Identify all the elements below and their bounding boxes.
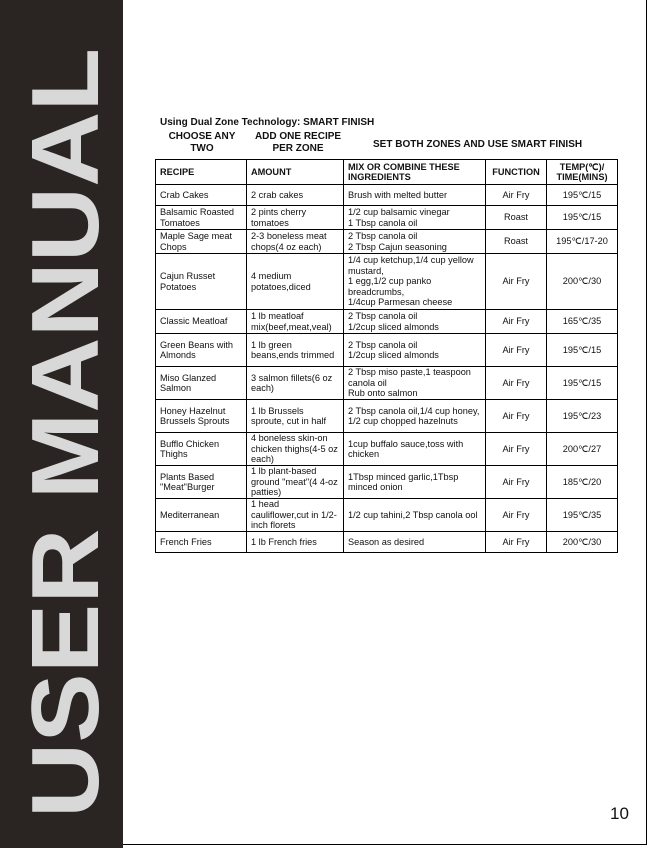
cell-ingredients: 1/4 cup ketchup,1/4 cup yellow mustard, 1 egg,1/2 cup panko breadcrumbs, 1/4cup Parmesan cheese	[344, 254, 486, 310]
cell-recipe: Miso Glanzed Salmon	[156, 367, 247, 400]
cell-ingredients: 2 Tbsp canola oil 2 Tbsp Cajun seasoning	[344, 230, 486, 254]
heading-choose: CHOOSE ANY TWO	[168, 131, 236, 154]
header-function: FUNCTION	[486, 160, 547, 185]
cell-amount: 4 medium potatoes,diced	[247, 254, 344, 310]
cell-recipe: Green Beans with Almonds	[156, 334, 247, 367]
cell-recipe: Balsamic Roasted Tomatoes	[156, 206, 247, 230]
cell-recipe: Cajun Russet Potatoes	[156, 254, 247, 310]
cell-function: Air Fry	[486, 499, 547, 532]
table-row	[156, 367, 618, 400]
cell-function: Air Fry	[486, 433, 547, 466]
cell-temp-time: 195℃/35	[547, 499, 618, 532]
cell-function: Air Fry	[486, 532, 547, 553]
cell-recipe: Mediterranean	[156, 499, 247, 532]
cell-amount: 1 lb green beans,ends trimmed	[247, 334, 344, 367]
table-row	[156, 466, 618, 499]
cell-amount: 1 lb meatloaf mix(beef,meat,veal)	[247, 310, 344, 334]
table-row	[156, 334, 618, 367]
cell-ingredients: 2 Tbsp canola oil 1/2cup sliced almonds	[344, 334, 486, 367]
cell-temp-time: 200℃/30	[547, 532, 618, 553]
cell-amount: 3 salmon fillets(6 oz each)	[247, 367, 344, 400]
side-banner-graphic	[0, 0, 123, 848]
side-banner	[0, 0, 123, 848]
cell-temp-time: 195℃/17-20	[547, 230, 618, 254]
cell-recipe: Crab Cakes	[156, 185, 247, 206]
cell-temp-time: 200℃/30	[547, 254, 618, 310]
table-row	[156, 499, 618, 532]
cell-ingredients: 2 Tbsp canola oil 1/2cup sliced almonds	[344, 310, 486, 334]
recipe-table	[155, 159, 618, 553]
cell-ingredients: 1cup buffalo sauce,toss with chicken	[344, 433, 486, 466]
cell-recipe: Maple Sage meat Chops	[156, 230, 247, 254]
cell-recipe: Plants Based "Meat"Burger	[156, 466, 247, 499]
cell-ingredients: 1Tbsp minced garlic,1Tbsp minced onion	[344, 466, 486, 499]
cell-amount: 4 boneless skin-on chicken thighs(4-5 oz each)	[247, 433, 344, 466]
cell-recipe: French Fries	[156, 532, 247, 553]
heading-title: Using Dual Zone Technology: SMART FINISH	[160, 117, 375, 128]
table-row	[156, 254, 618, 310]
cell-temp-time: 165℃/35	[547, 310, 618, 334]
cell-ingredients: Brush with melted butter	[344, 185, 486, 206]
cell-ingredients: 2 Tbsp canola oil,1/4 cup honey, 1/2 cup chopped hazelnuts	[344, 400, 486, 433]
cell-temp-time: 195℃/23	[547, 400, 618, 433]
cell-amount: 1 lb plant-based ground "meat"(4 4-oz patties)	[247, 466, 344, 499]
cell-ingredients: Season as desired	[344, 532, 486, 553]
cell-temp-time: 200℃/27	[547, 433, 618, 466]
cell-recipe: Bufflo Chicken Thighs	[156, 433, 247, 466]
table-row	[156, 532, 618, 553]
table-row	[156, 400, 618, 433]
cell-ingredients: 1/2 cup tahini,2 Tbsp canola ool	[344, 499, 486, 532]
heading-set: SET BOTH ZONES AND USE SMART FINISH	[373, 139, 583, 150]
cell-ingredients: 1/2 cup balsamic vinegar 1 Tbsp canola oil	[344, 206, 486, 230]
cell-function: Air Fry	[486, 367, 547, 400]
cell-function: Roast	[486, 230, 547, 254]
cell-function: Air Fry	[486, 185, 547, 206]
cell-ingredients: 2 Tbsp miso paste,1 teaspoon canola oil Rub onto salmon	[344, 367, 486, 400]
header-recipe: RECIPE	[156, 160, 247, 185]
header-temp-time: TEMP(℃)/ TIME(MINS)	[547, 160, 618, 185]
header-amount: AMOUNT	[247, 160, 344, 185]
table-header-row	[156, 160, 618, 185]
table-row	[156, 310, 618, 334]
cell-amount: 1 head cauliflower,cut in 1/2-inch florets	[247, 499, 344, 532]
cell-function: Air Fry	[486, 466, 547, 499]
cell-function: Air Fry	[486, 400, 547, 433]
cell-temp-time: 195℃/15	[547, 367, 618, 400]
cell-amount: 2 crab cakes	[247, 185, 344, 206]
cell-amount: 2 pints cherry tomatoes	[247, 206, 344, 230]
cell-temp-time: 185℃/20	[547, 466, 618, 499]
cell-function: Air Fry	[486, 334, 547, 367]
heading-add: ADD ONE RECIPE PER ZONE	[254, 131, 342, 154]
table-row	[156, 185, 618, 206]
table-row	[156, 433, 618, 466]
cell-amount: 2-3 boneless meat chops(4 oz each)	[247, 230, 344, 254]
cell-recipe: Classic Meatloaf	[156, 310, 247, 334]
cell-function: Air Fry	[486, 254, 547, 310]
cell-amount: 1 lb Brussels sproute, cut in half	[247, 400, 344, 433]
cell-temp-time: 195℃/15	[547, 185, 618, 206]
table-row	[156, 230, 618, 254]
cell-temp-time: 195℃/15	[547, 206, 618, 230]
header-ingredients: MIX OR COMBINE THESE INGREDIENTS	[344, 160, 486, 185]
cell-amount: 1 lb French fries	[247, 532, 344, 553]
cell-function: Roast	[486, 206, 547, 230]
side-banner-text: USER MANUAL	[12, 108, 119, 818]
table-row	[156, 206, 618, 230]
cell-recipe: Honey Hazelnut Brussels Sprouts	[156, 400, 247, 433]
table-body	[156, 185, 618, 553]
cell-function: Air Fry	[486, 310, 547, 334]
cell-temp-time: 195℃/15	[547, 334, 618, 367]
page-number: 10	[610, 804, 629, 823]
